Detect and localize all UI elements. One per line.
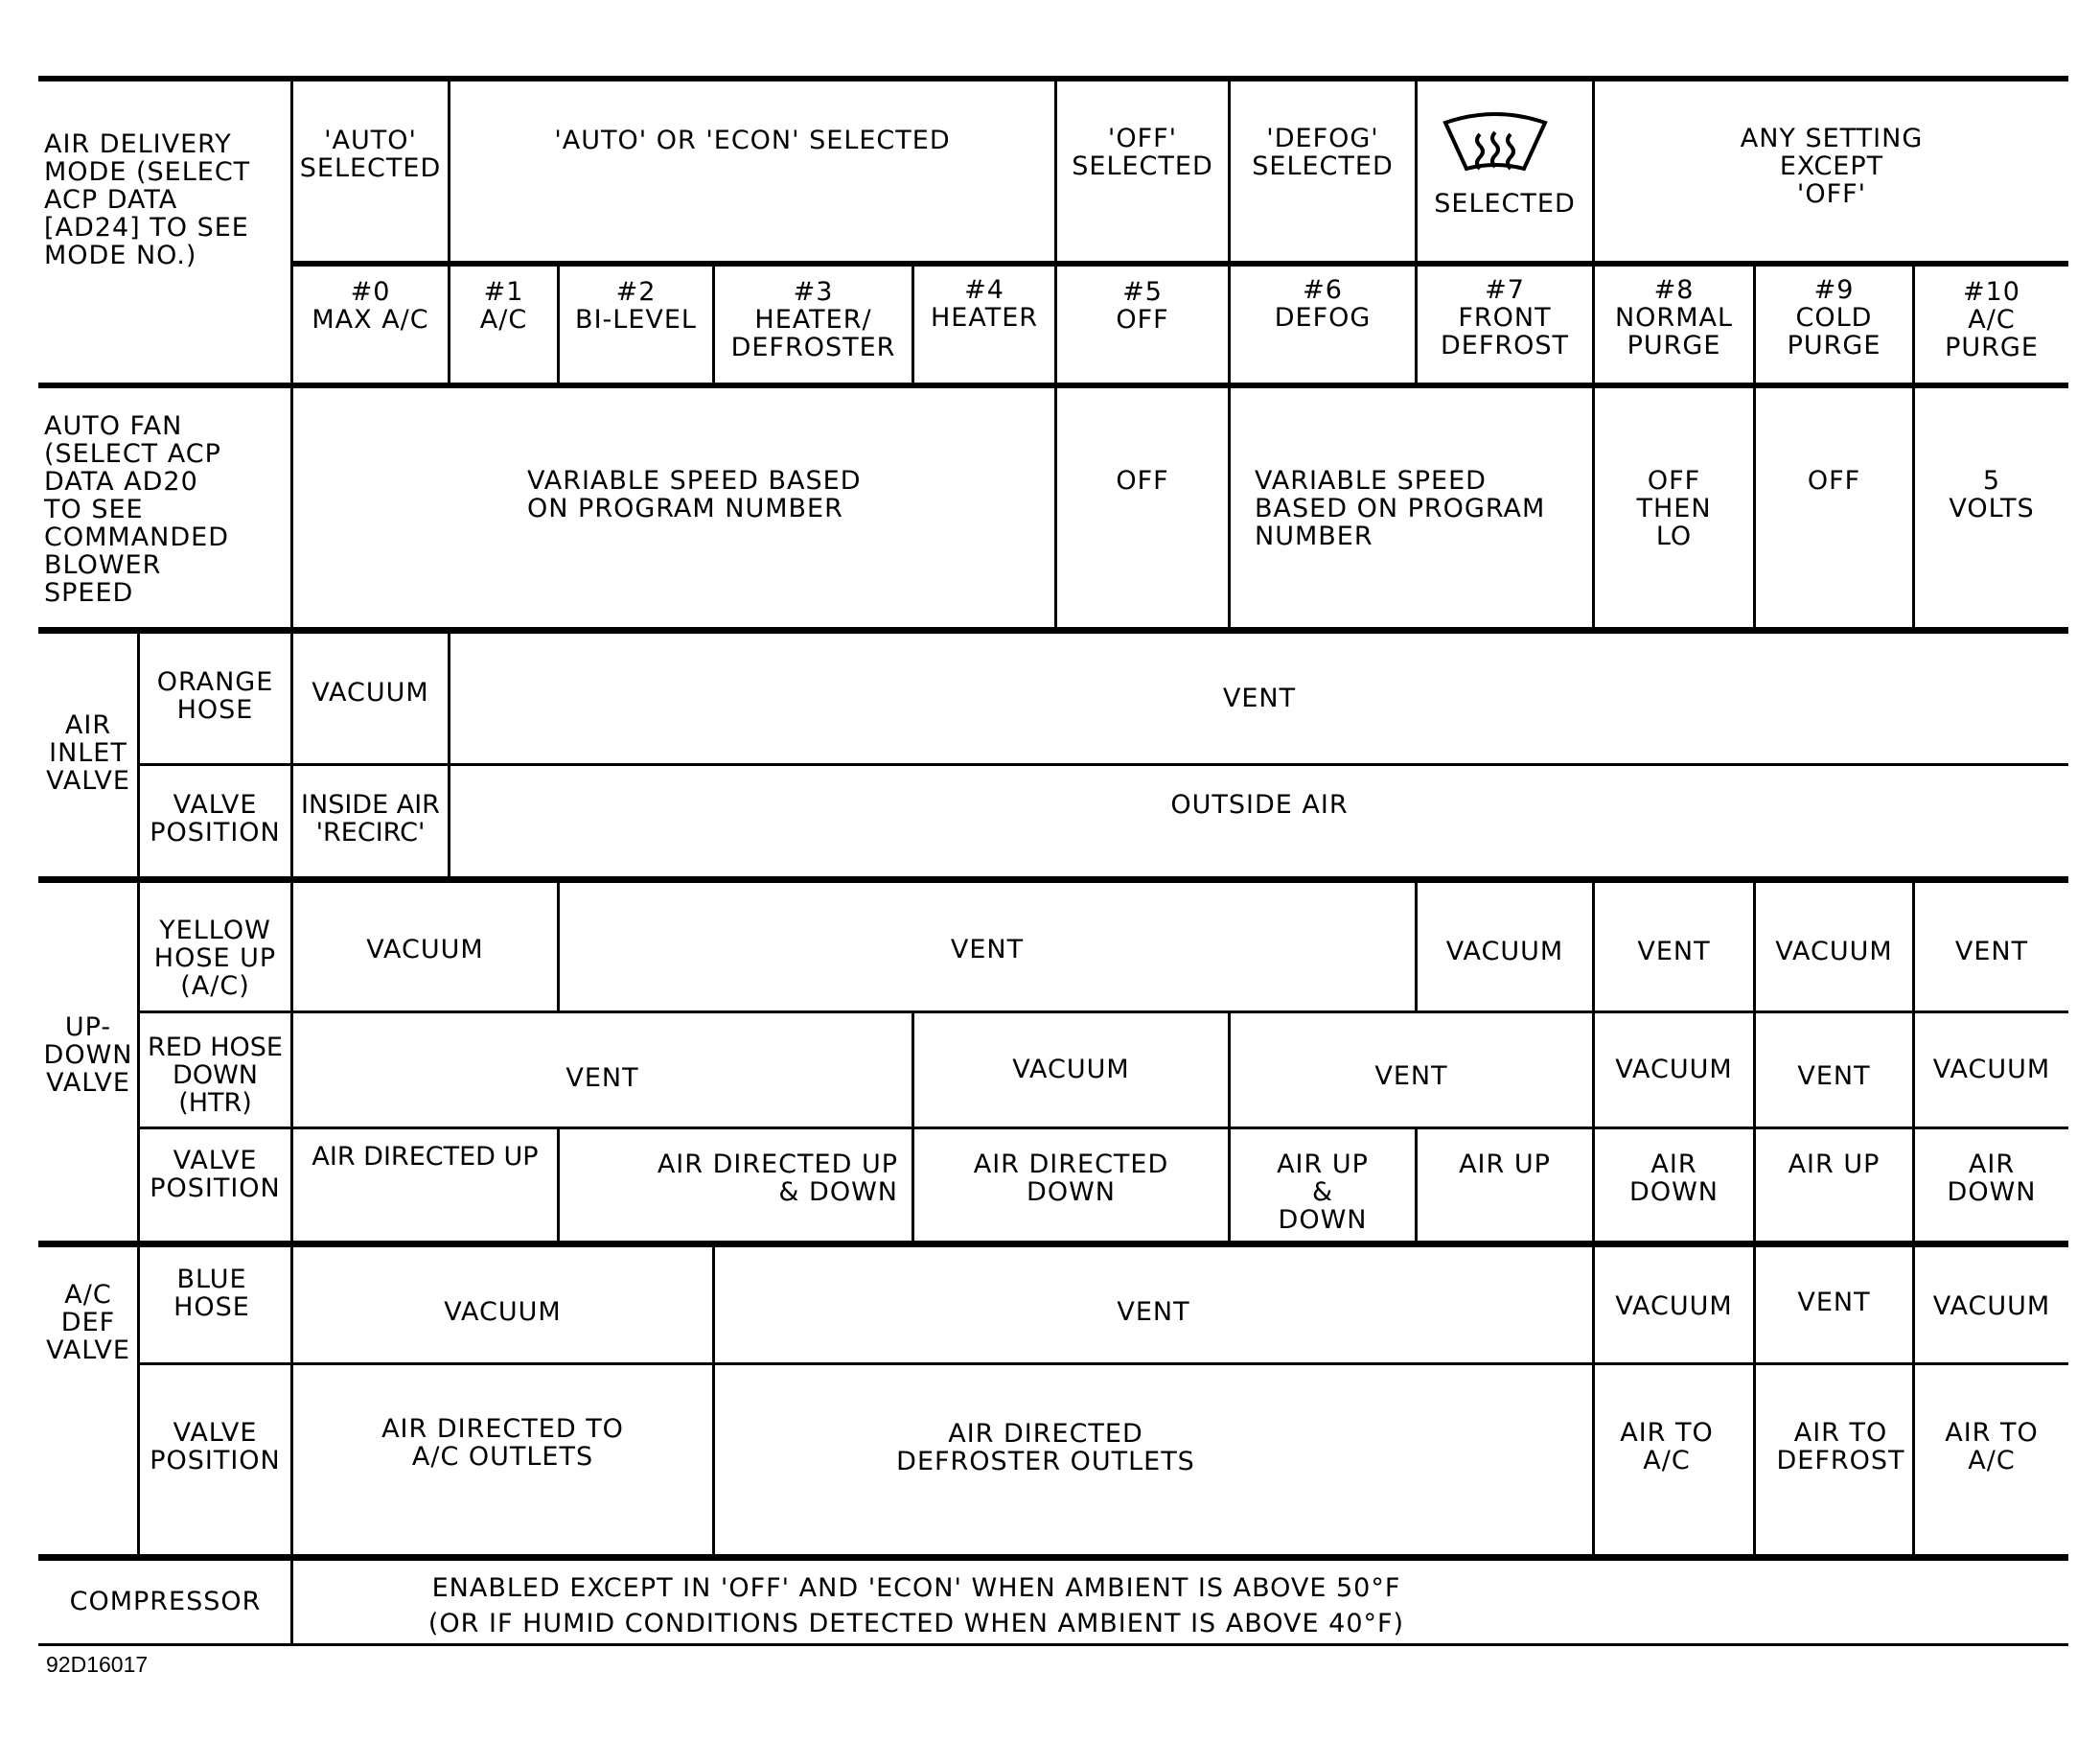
orange-hose-vacuum: VACUUM	[312, 678, 429, 708]
air-inlet-valve-label: AIR INLET VALVE	[46, 710, 130, 796]
yellow-cell: VENT	[1954, 937, 2029, 966]
acdef-position-cell: AIR DIRECTED DEFROSTER OUTLETS	[896, 1419, 1195, 1476]
orange-hose-vent: VENT	[1222, 684, 1297, 713]
acdef-position-cell: AIR TO A/C	[1945, 1418, 2039, 1475]
rule-top	[38, 76, 2068, 81]
blue-cell: VACUUM	[1932, 1291, 2051, 1321]
any-setting-header: ANY SETTING EXCEPT 'OFF'	[1740, 124, 1924, 209]
yellow-cell: VACUUM	[366, 935, 484, 964]
updown-position-cell: AIR UP	[1459, 1150, 1551, 1179]
updown-position-cell: AIR DOWN	[1629, 1150, 1719, 1207]
updown-position-cell: AIR DIRECTED UP	[312, 1142, 539, 1172]
mode-6: #6 DEFOG	[1274, 275, 1372, 333]
auto-fan-5-volts: 5 VOLTS	[1949, 466, 2035, 523]
mode-8: #8 NORMAL PURGE	[1614, 275, 1734, 360]
mode-1: #1 A/C	[479, 277, 528, 335]
rule-updown-1	[139, 1010, 2068, 1013]
inlet-inside-air: INSIDE AIR 'RECIRC'	[301, 790, 440, 848]
updown-position-cell: AIR DIRECTED DOWN	[973, 1150, 1169, 1207]
blue-hose-label: BLUE HOSE	[173, 1265, 250, 1322]
defog-selected-header: 'DEFOG' SELECTED	[1252, 124, 1394, 181]
yellow-cell: VENT	[1637, 937, 1711, 966]
mode-7: #7 FRONT DEFROST	[1440, 275, 1570, 360]
updown-position-cell: AIR UP & DOWN	[1277, 1150, 1369, 1235]
rule-after-inlet	[38, 876, 2068, 883]
yellow-cell: VENT	[950, 935, 1025, 964]
defrost-selected-header: SELECTED	[1434, 189, 1576, 219]
blue-cell: VACUUM	[1615, 1291, 1733, 1321]
mode-3: #3 HEATER/ DEFROSTER	[730, 277, 896, 362]
rule-acdef-mid	[139, 1362, 2068, 1365]
updown-valve-position-label: VALVE POSITION	[150, 1146, 281, 1203]
orange-hose-label: ORANGE HOSE	[156, 667, 274, 725]
updown-position-cell: AIR UP	[1788, 1150, 1881, 1179]
red-cell: VENT	[1797, 1061, 1871, 1091]
red-hose-label: RED HOSE DOWN (HTR)	[148, 1033, 283, 1118]
yellow-cell: VACUUM	[1445, 937, 1564, 966]
ac-def-valve-label: A/C DEF VALVE	[46, 1280, 130, 1365]
inlet-outside-air: OUTSIDE AIR	[1170, 790, 1349, 820]
auto-or-econ-header: 'AUTO' OR 'ECON' SELECTED	[554, 126, 951, 155]
acdef-position-cell: AIR TO A/C	[1620, 1418, 1714, 1475]
windshield-defrost-icon	[1438, 107, 1553, 182]
auto-fan-off-2: OFF	[1807, 466, 1861, 496]
compressor-label: COMPRESSOR	[69, 1587, 262, 1616]
auto-fan-variable-speed-2: VARIABLE SPEED BASED ON PROGRAM NUMBER	[1255, 466, 1546, 551]
up-down-valve-label: UP- DOWN VALVE	[43, 1012, 133, 1098]
mode-10: #10 A/C PURGE	[1945, 277, 2039, 362]
mode-2: #2 BI-LEVEL	[575, 277, 697, 335]
acdef-position-cell: AIR TO DEFROST	[1776, 1418, 1905, 1475]
acdef-valve-position-label: VALVE POSITION	[150, 1418, 281, 1475]
red-cell: VACUUM	[1932, 1055, 2051, 1084]
red-cell: VACUUM	[1012, 1055, 1130, 1084]
mode-4: #4 HEATER	[930, 275, 1039, 333]
rule-after-autofan	[38, 627, 2068, 634]
off-selected-header: 'OFF' SELECTED	[1072, 124, 1213, 181]
blue-cell: VENT	[1797, 1288, 1871, 1317]
blue-cell: VACUUM	[444, 1297, 562, 1327]
red-cell: VENT	[565, 1063, 639, 1093]
mode-5: #5 OFF	[1116, 277, 1169, 335]
rule-inlet-mid	[139, 763, 2068, 766]
document-id: 92D16017	[46, 1652, 149, 1677]
rule-pos-2	[1415, 1128, 1418, 1243]
acdef-position-cell: AIR DIRECTED TO A/C OUTLETS	[381, 1414, 624, 1472]
rule-inlet-col	[448, 630, 450, 879]
blue-cell: VENT	[1117, 1297, 1190, 1327]
auto-fan-variable-speed: VARIABLE SPEED BASED ON PROGRAM NUMBER	[527, 466, 862, 523]
yellow-cell: VACUUM	[1775, 937, 1893, 966]
auto-fan-off-then-lo: OFF THEN LO	[1636, 466, 1712, 551]
rule-bottom	[38, 1643, 2068, 1646]
inlet-valve-position-label: VALVE POSITION	[150, 790, 281, 848]
rule-updown-2	[139, 1126, 2068, 1129]
rule-red-1	[912, 1012, 914, 1243]
compressor-text: ENABLED EXCEPT IN 'OFF' AND 'ECON' WHEN AMBIENT IS ABOVE 50°F (OR IF HUMID CONDITIONS DETECTED WHEN AMBIENT IS ABOVE 40°F)	[427, 1573, 1405, 1638]
air-delivery-mode-label: AIR DELIVERY MODE (SELECT ACP DATA [AD24] TO SEE MODE NO.)	[44, 129, 251, 270]
rule-acdef-1	[712, 1243, 715, 1557]
red-cell: VACUUM	[1615, 1055, 1733, 1084]
updown-position-cell: AIR DOWN	[1947, 1150, 2037, 1207]
mode-0: #0 MAX A/C	[312, 277, 429, 335]
red-cell: VENT	[1374, 1061, 1448, 1091]
auto-fan-label: AUTO FAN (SELECT ACP DATA AD20 TO SEE COMMANDED BLOWER SPEED	[44, 411, 230, 608]
mode-9: #9 COLD PURGE	[1787, 275, 1881, 360]
rule-after-modes	[38, 383, 2068, 388]
updown-position-cell: AIR DIRECTED UP & DOWN	[657, 1150, 898, 1207]
rule-after-acdef	[38, 1554, 2068, 1561]
rule-col-0-1-head	[448, 79, 450, 385]
auto-selected-header: 'AUTO' SELECTED	[299, 126, 442, 183]
rule-after-updown	[38, 1241, 2068, 1247]
yellow-hose-label: YELLOW HOSE UP (A/C)	[153, 916, 277, 1001]
auto-fan-off: OFF	[1116, 466, 1169, 496]
